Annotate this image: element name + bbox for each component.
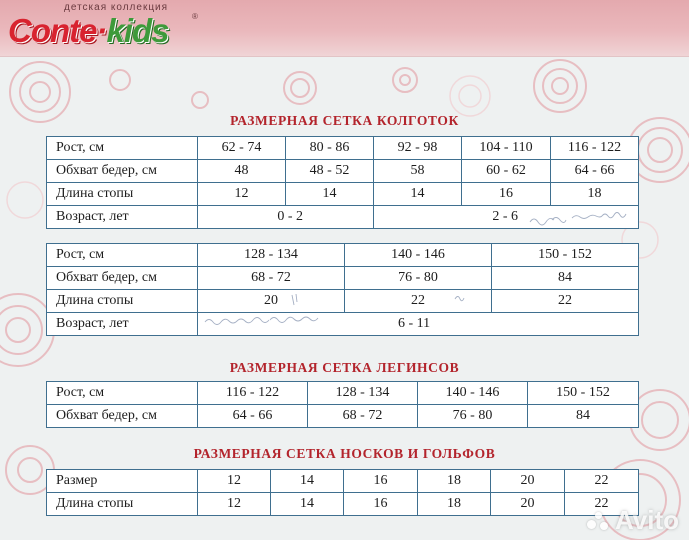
row-label-foot: Длина стопы: [47, 493, 198, 516]
cell: 60 - 62: [462, 160, 551, 183]
row-label-height: Рост, см: [47, 382, 198, 405]
cell: 12: [198, 183, 286, 206]
cell: 84: [492, 267, 639, 290]
cell: 14: [271, 493, 344, 516]
row-label-foot: Длина стопы: [47, 183, 198, 206]
cell: 0 - 2: [198, 206, 374, 229]
cell: 20: [491, 493, 565, 516]
row-label-hips: Обхват бедер, см: [47, 405, 198, 428]
cell: 16: [344, 470, 418, 493]
cell: 58: [374, 160, 462, 183]
socks-section-title: РАЗМЕРНАЯ СЕТКА НОСКОВ И ГОЛЬФОВ: [193, 446, 496, 461]
tights-table-1: [46, 136, 639, 229]
cell: 68 - 72: [308, 405, 418, 428]
cell: 14: [271, 470, 344, 493]
avito-watermark: [587, 505, 679, 536]
cell: 22: [565, 470, 639, 493]
cell: 22: [565, 493, 639, 516]
cell: 128 - 134: [308, 382, 418, 405]
row-label-height: Рост, см: [47, 244, 198, 267]
tights-table-2: [46, 243, 639, 336]
table-row: [47, 206, 639, 229]
cell: 14: [286, 183, 374, 206]
table-row: [47, 405, 639, 428]
row-label-size: Размер: [47, 470, 198, 493]
cell: 150 - 152: [492, 244, 639, 267]
logo-wordmark: [8, 12, 169, 50]
cell: 116 - 122: [198, 382, 308, 405]
table-row: [47, 313, 639, 336]
logo-registered-mark: ®: [192, 12, 198, 21]
cell: 76 - 80: [418, 405, 528, 428]
tights-section-title: РАЗМЕРНАЯ СЕТКА КОЛГОТОК: [230, 113, 459, 128]
cell: 150 - 152: [528, 382, 639, 405]
cell: 48 - 52: [286, 160, 374, 183]
row-label-age: Возраст, лет: [47, 313, 198, 336]
row-label-age: Возраст, лет: [47, 206, 198, 229]
cell: 2 - 6: [374, 206, 639, 229]
cell: 18: [551, 183, 639, 206]
logo-conte: Conte: [8, 12, 97, 49]
cell: 76 - 80: [345, 267, 492, 290]
avito-watermark-text: Avito: [614, 505, 679, 535]
cell: 68 - 72: [198, 267, 345, 290]
cell: 22: [345, 290, 492, 313]
cell: 22: [492, 290, 639, 313]
leggings-section-title: РАЗМЕРНАЯ СЕТКА ЛЕГИНСОВ: [229, 360, 460, 375]
row-label-height: Рост, см: [47, 137, 198, 160]
cell: 18: [418, 470, 491, 493]
cell: 80 - 86: [286, 137, 374, 160]
cell: 16: [344, 493, 418, 516]
cell: 18: [418, 493, 491, 516]
logo-tagline: детская коллекция: [64, 2, 169, 13]
avito-dots-icon: [587, 510, 609, 532]
table-row: [47, 290, 639, 313]
cell: 140 - 146: [345, 244, 492, 267]
cell: 48: [198, 160, 286, 183]
table-row: [47, 183, 639, 206]
table-row: [47, 244, 639, 267]
table-row: [47, 470, 639, 493]
table-row: [47, 493, 639, 516]
table-row: [47, 267, 639, 290]
cell: 6 - 11: [198, 313, 639, 336]
cell: 20: [198, 290, 345, 313]
cell: 92 - 98: [374, 137, 462, 160]
leggings-table: [46, 381, 639, 428]
table-row: [47, 137, 639, 160]
cell: 14: [374, 183, 462, 206]
socks-table: [46, 469, 639, 516]
row-label-hips: Обхват бедер, см: [47, 160, 198, 183]
cell: 84: [528, 405, 639, 428]
logo-dot: ·: [96, 12, 107, 49]
cell: 104 - 110: [462, 137, 551, 160]
cell: 12: [198, 470, 271, 493]
cell: 12: [198, 493, 271, 516]
cell: 64 - 66: [551, 160, 639, 183]
cell: 140 - 146: [418, 382, 528, 405]
row-label-hips: Обхват бедер, см: [47, 267, 198, 290]
cell: 128 - 134: [198, 244, 345, 267]
row-label-foot: Длина стопы: [47, 290, 198, 313]
cell: 62 - 74: [198, 137, 286, 160]
logo-kids: kids: [106, 12, 169, 49]
brand-logo: [8, 2, 198, 50]
cell: 116 - 122: [551, 137, 639, 160]
table-row: [47, 160, 639, 183]
cell: 20: [491, 470, 565, 493]
cell: 16: [462, 183, 551, 206]
cell: 64 - 66: [198, 405, 308, 428]
table-row: [47, 382, 639, 405]
